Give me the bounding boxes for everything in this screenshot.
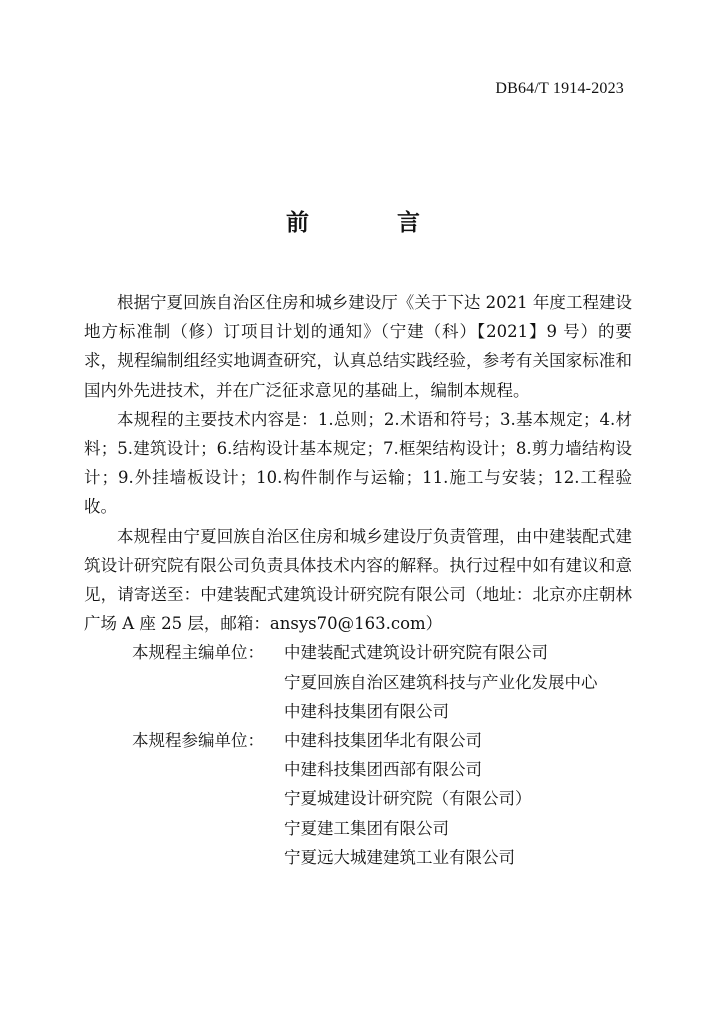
paragraph-background: 根据宁夏回族自治区住房和城乡建设厅《关于下达 2021 年度工程建设地方标准制（修）订项目计划的通知》（宁建（科）【2021】9 号）的要求，规程编制组经实地调查研究，认真总结实践经验，参考有关国家标准和国内外先进技术，并在广泛征求意见的基础上，编制本规程。: [84, 293, 632, 400]
paragraph-contents: 本规程的主要技术内容是：1.总则；2.术语和符号；3.基本规定；4.材料；5.建筑设计；6.结构设计基本规定；7.框架结构设计；8.剪力墙结构设计；9.外挂墙板设计；10.构件制作与运输；11.施工与安装；12.工程验收。: [84, 409, 632, 517]
participating-unit-item: 中建科技集团华北有限公司: [284, 731, 482, 751]
chief-unit-item: 中建装配式建筑设计研究院有限公司: [284, 643, 548, 663]
participating-unit-item: 宁夏城建设计研究院（有限公司）: [284, 789, 532, 809]
chief-units-list: [284, 638, 632, 726]
participating-unit-item: 中建科技集团西部有限公司: [284, 760, 482, 780]
document-body: [84, 288, 632, 872]
participating-units-block: [84, 726, 632, 872]
standard-code: DB64/T 1914-2023: [495, 80, 624, 97]
chief-units-block: [84, 638, 632, 726]
participating-unit-item: 宁夏远大城建建筑工业有限公司: [284, 847, 515, 867]
paragraph-management: 本规程由宁夏回族自治区住房和城乡建设厅负责管理，由中建装配式建筑设计研究院有限公司负责具体技术内容的解释。执行过程中如有建议和意见，请寄送至：中建装配式建筑设计研究院有限公司（地址：北京亦庄朝林广场 A 座 25 层，邮箱：ansys70@163.com）: [84, 526, 632, 634]
participating-units-list: [284, 726, 632, 872]
participating-unit-item: 宁夏建工集团有限公司: [284, 818, 449, 838]
participating-units-label: 本规程参编单位：: [132, 731, 264, 751]
chief-unit-item: 中建科技集团有限公司: [284, 701, 449, 721]
page-title: 前 言: [285, 209, 460, 236]
chief-units-label: 本规程主编单位：: [132, 643, 264, 663]
chief-unit-item: 宁夏回族自治区建筑科技与产业化发展中心: [284, 672, 598, 692]
